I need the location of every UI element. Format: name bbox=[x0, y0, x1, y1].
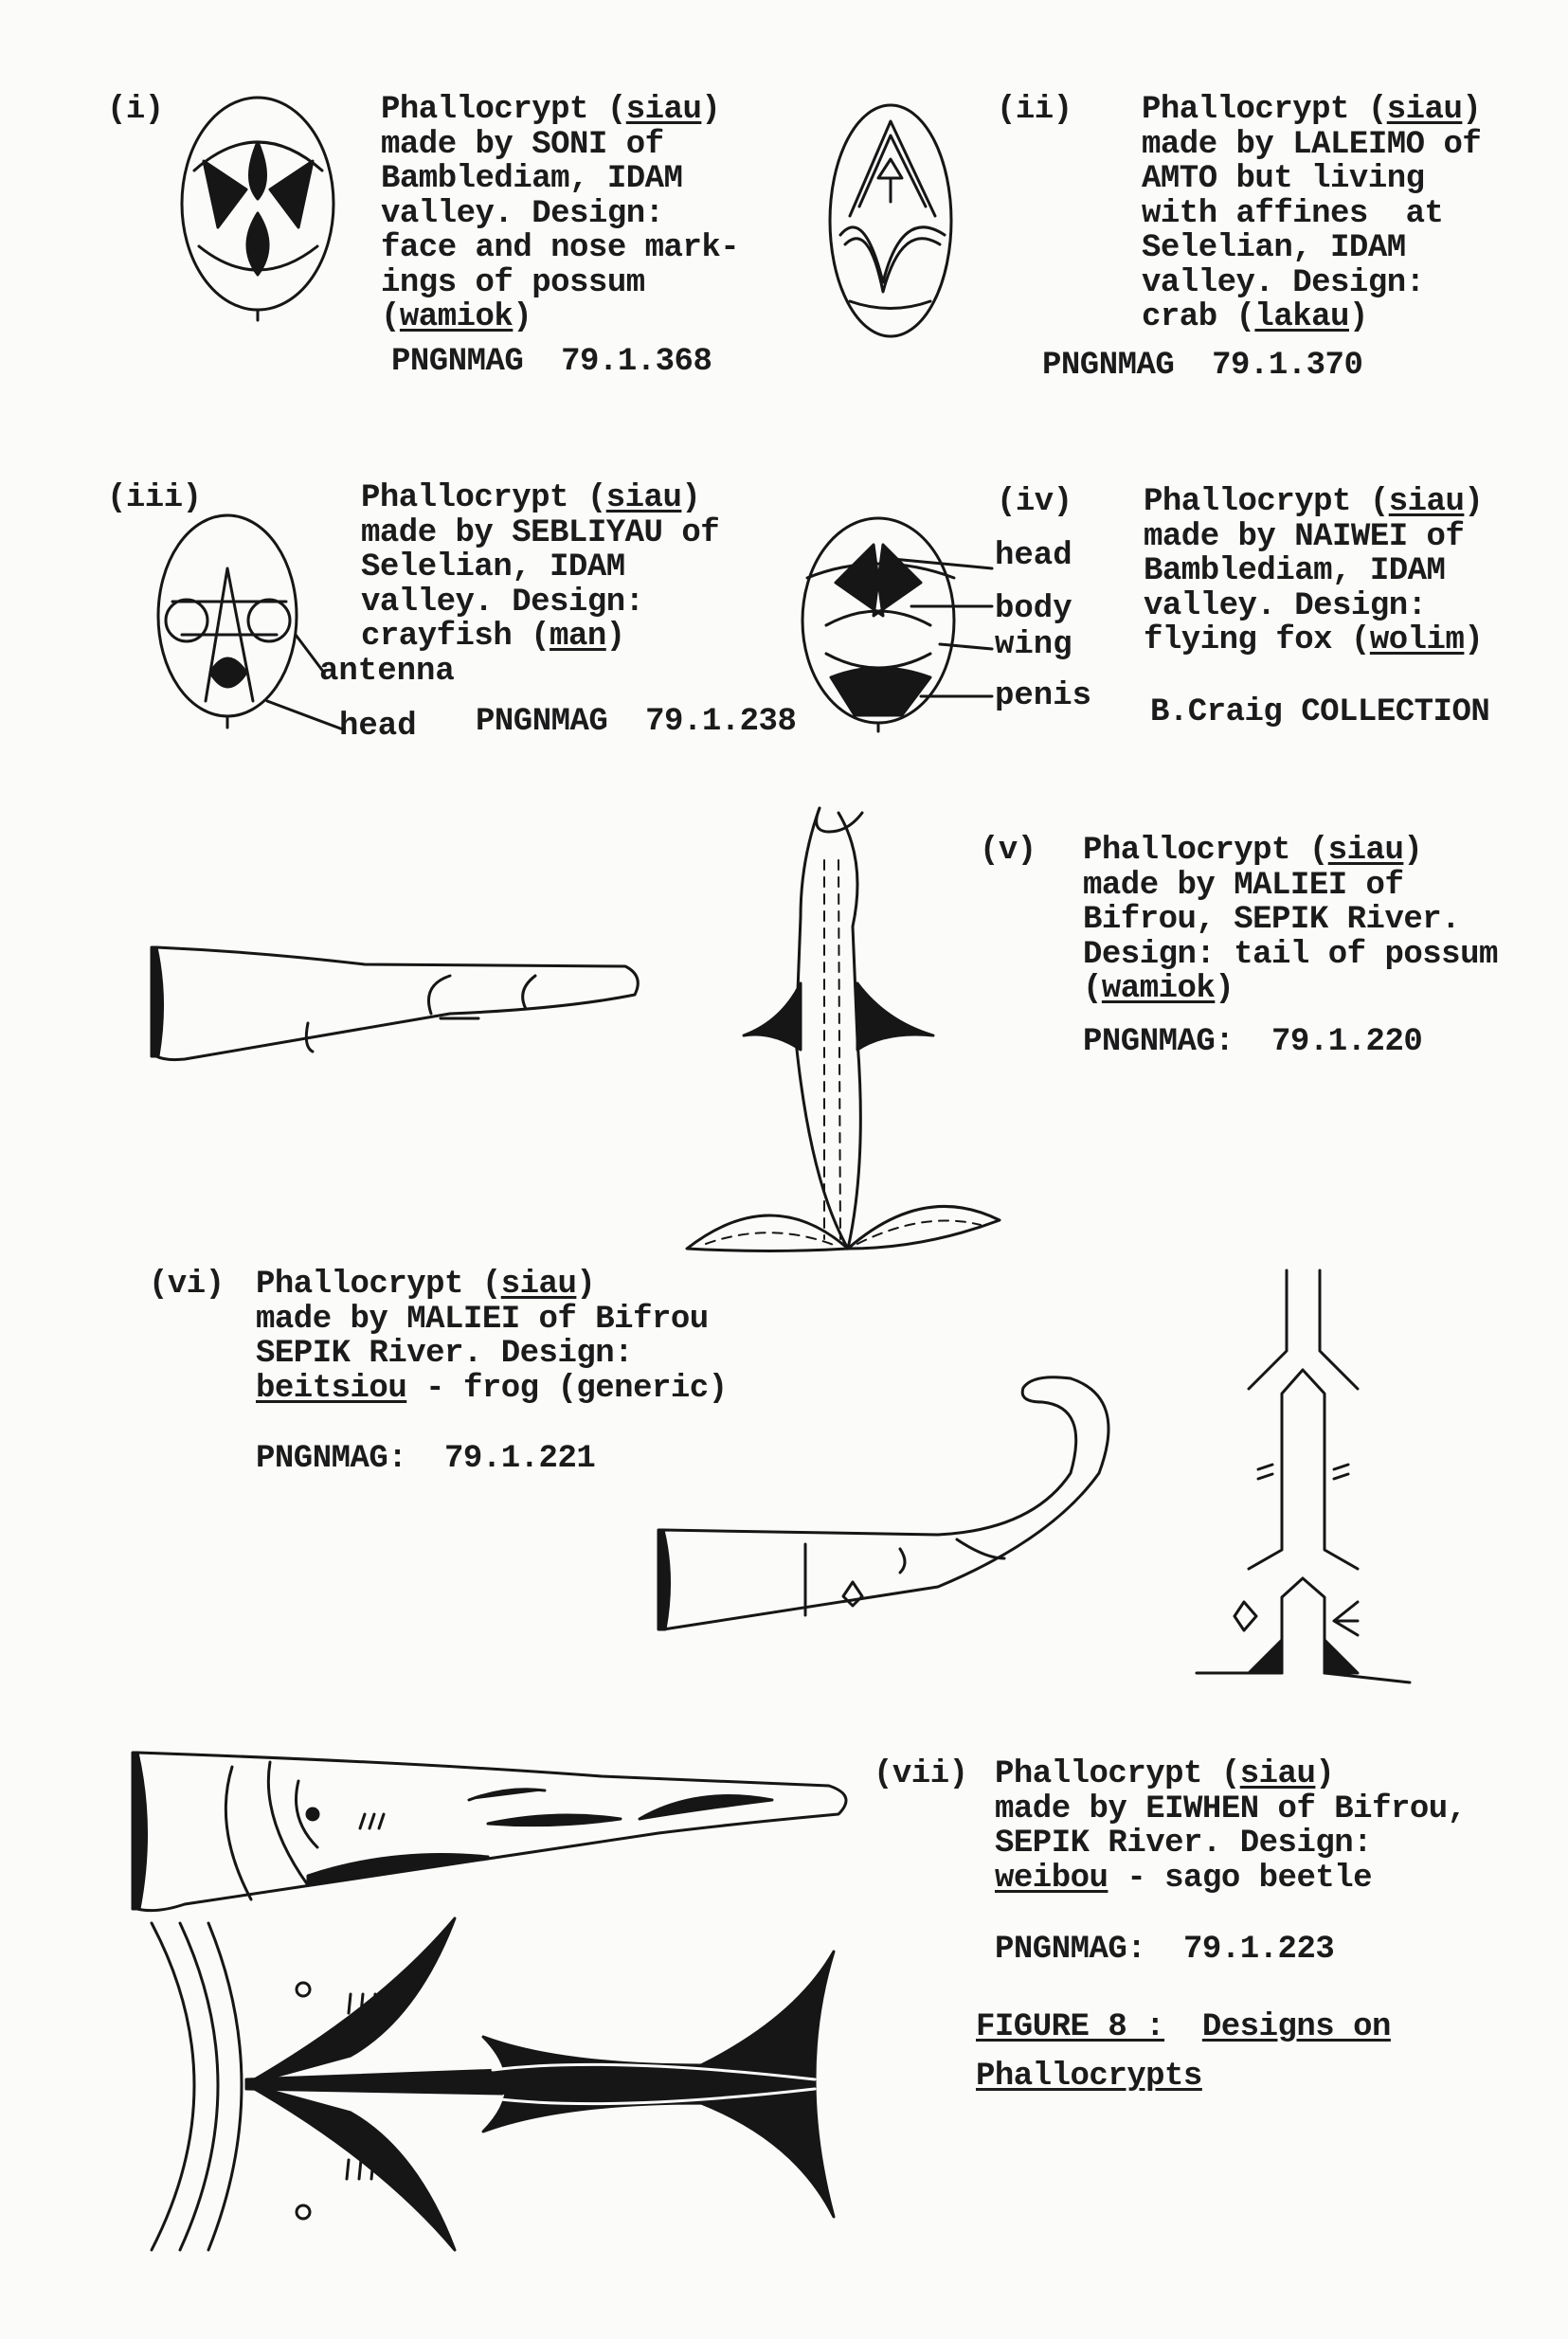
entry-numeral-vii: (vii) bbox=[874, 1756, 968, 1792]
underlined-term: siau bbox=[1388, 484, 1465, 520]
description-line bbox=[256, 1303, 728, 1338]
description-line bbox=[1144, 589, 1483, 624]
label-body: body bbox=[995, 591, 1072, 627]
label-penis: penis bbox=[995, 678, 1092, 714]
description-line bbox=[1083, 834, 1498, 869]
catalogue-number-v: PNGNMAG: 79.1.220 bbox=[1083, 1024, 1423, 1060]
text-segment: Phallocrypt ( bbox=[1144, 484, 1389, 520]
text-segment: ) bbox=[513, 299, 532, 335]
description-line bbox=[1142, 300, 1481, 335]
entry-description-v bbox=[1083, 834, 1498, 1007]
phallocrypt-drawing-vi-side bbox=[654, 1369, 1123, 1639]
description-line bbox=[381, 266, 739, 301]
text-segment: ) bbox=[1464, 622, 1484, 658]
underlined-term: siau bbox=[1386, 92, 1463, 128]
catalogue-number-iii: PNGNMAG 79.1.238 bbox=[476, 704, 797, 740]
description-line bbox=[1144, 623, 1483, 658]
text-segment: Design: tail of possum bbox=[1083, 936, 1498, 973]
label-wing: wing bbox=[995, 627, 1072, 663]
underlined-term: wolim bbox=[1369, 622, 1465, 658]
entry-numeral-ii: (ii) bbox=[997, 92, 1072, 128]
text-segment: Bamblediam, IDAM bbox=[1144, 553, 1446, 589]
text-segment: Phallocrypt ( bbox=[1142, 92, 1387, 128]
entry-description-i bbox=[381, 93, 739, 335]
text-segment: flying fox ( bbox=[1144, 622, 1370, 658]
text-segment: Bifrou, SEPIK River. bbox=[1083, 902, 1461, 938]
catalogue-number-i: PNGNMAG 79.1.368 bbox=[391, 344, 712, 380]
underlined-term: man bbox=[550, 619, 606, 655]
description-line bbox=[381, 300, 739, 335]
catalogue-number-iv: B.Craig COLLECTION bbox=[1150, 694, 1490, 730]
entry-description-vii bbox=[995, 1757, 1467, 1896]
underlined-term: siau bbox=[500, 1267, 577, 1303]
description-line bbox=[1083, 903, 1498, 938]
text-segment: Phallocrypt ( bbox=[995, 1756, 1240, 1792]
text-segment: ( bbox=[381, 299, 400, 335]
description-line bbox=[1083, 972, 1498, 1007]
label-head: head bbox=[339, 709, 417, 745]
text-segment: made by LALEIMO of bbox=[1142, 126, 1482, 163]
description-line bbox=[256, 1337, 728, 1372]
text-segment: made by MALIEI of Bifrou bbox=[256, 1301, 709, 1338]
text-segment: made by NAIWEI of bbox=[1144, 518, 1465, 555]
description-line bbox=[1142, 197, 1481, 232]
text-segment: SEPIK River. Design: bbox=[256, 1336, 634, 1372]
text-segment: Selelian, IDAM bbox=[1142, 230, 1406, 266]
text-segment: ) bbox=[1315, 1756, 1335, 1792]
description-line bbox=[361, 620, 719, 655]
text-segment: crab ( bbox=[1142, 299, 1255, 335]
phallocrypt-drawing-vii-design bbox=[133, 1914, 843, 2259]
label-head: head bbox=[995, 538, 1072, 574]
underlined-term: wamiok bbox=[1101, 971, 1216, 1007]
catalogue-number-ii: PNGNMAG 79.1.370 bbox=[1042, 348, 1363, 384]
underlined-term: wamiok bbox=[399, 299, 514, 335]
text-segment: - frog (generic) bbox=[406, 1370, 728, 1407]
text-segment: Phallocrypt ( bbox=[381, 92, 626, 128]
text-segment: ) bbox=[701, 92, 721, 128]
underlined-term: siau bbox=[1327, 833, 1404, 869]
entry-numeral-v: (v) bbox=[980, 833, 1036, 869]
entry-numeral-iv: (iv) bbox=[997, 484, 1072, 520]
underlined-term: beitsiou bbox=[256, 1370, 407, 1407]
text-segment bbox=[1164, 2009, 1202, 2045]
text-segment: - sago beetle bbox=[1108, 1860, 1373, 1897]
text-segment: ) bbox=[1403, 833, 1423, 869]
description-line bbox=[995, 1792, 1467, 1827]
entry-description-ii bbox=[1142, 93, 1481, 335]
text-segment: valley. Design: bbox=[381, 195, 664, 232]
description-line bbox=[1142, 128, 1481, 163]
description-line bbox=[1144, 485, 1483, 520]
underlined-term: Designs on bbox=[1201, 2009, 1391, 2045]
description-line bbox=[381, 162, 739, 197]
description-line bbox=[1142, 266, 1481, 301]
phallocrypt-drawing-iv bbox=[798, 512, 964, 734]
description-line bbox=[361, 481, 719, 516]
text-segment: crayfish ( bbox=[361, 619, 550, 655]
description-line bbox=[361, 550, 719, 585]
description-line bbox=[381, 231, 739, 266]
description-line bbox=[1142, 93, 1481, 128]
phallocrypt-drawing-vii-side bbox=[128, 1743, 857, 1914]
phallocrypt-drawing-i bbox=[175, 95, 341, 327]
entry-description-iii bbox=[361, 481, 719, 655]
description-line bbox=[995, 1757, 1467, 1792]
text-segment: Phallocrypt ( bbox=[256, 1267, 501, 1303]
text-segment: SEPIK River. Design: bbox=[995, 1826, 1373, 1862]
figure-caption-line-1 bbox=[976, 2008, 1391, 2046]
text-segment: face and nose mark- bbox=[381, 230, 740, 266]
phallocrypt-drawing-v-side bbox=[147, 938, 644, 1066]
description-line bbox=[256, 1268, 728, 1303]
entry-numeral-vi: (vi) bbox=[149, 1267, 225, 1303]
phallocrypt-drawing-ii bbox=[826, 102, 959, 347]
phallocrypt-drawing-vi-design bbox=[1192, 1266, 1415, 1692]
text-segment: ) bbox=[1464, 484, 1484, 520]
text-segment: made by SEBLIYAU of bbox=[361, 514, 720, 551]
underlined-term: lakau bbox=[1254, 299, 1349, 335]
text-segment: Bamblediam, IDAM bbox=[381, 161, 683, 197]
description-line bbox=[1083, 869, 1498, 904]
entry-numeral-i: (i) bbox=[107, 92, 164, 128]
text-segment: valley. Design: bbox=[1142, 264, 1425, 301]
phallocrypt-drawing-iii bbox=[153, 512, 305, 731]
text-segment: AMTO but living bbox=[1142, 161, 1425, 197]
underlined-term: siau bbox=[1239, 1756, 1316, 1792]
entry-description-iv bbox=[1144, 485, 1483, 658]
text-segment: ) bbox=[576, 1267, 596, 1303]
figure-caption-line-2 bbox=[976, 2058, 1202, 2096]
description-line bbox=[1142, 162, 1481, 197]
catalogue-number-vii: PNGNMAG: 79.1.223 bbox=[995, 1932, 1335, 1968]
label-antenna: antenna bbox=[319, 654, 455, 690]
text-segment: valley. Design: bbox=[1144, 587, 1427, 624]
description-line bbox=[995, 1826, 1467, 1862]
text-segment: made by EIWHEN of Bifrou, bbox=[995, 1790, 1467, 1827]
description-line bbox=[361, 585, 719, 621]
text-segment: ings of possum bbox=[381, 264, 645, 301]
text-segment: Phallocrypt ( bbox=[1083, 833, 1328, 869]
catalogue-number-vi: PNGNMAG: 79.1.221 bbox=[256, 1441, 596, 1477]
text-segment: ) bbox=[1348, 299, 1368, 335]
underlined-term: FIGURE 8 : bbox=[976, 2009, 1165, 2045]
text-segment: ( bbox=[1083, 971, 1102, 1007]
text-segment: Phallocrypt ( bbox=[361, 480, 606, 516]
text-segment: ) bbox=[1215, 971, 1235, 1007]
text-segment: with affines at bbox=[1142, 195, 1444, 232]
text-segment: ) bbox=[681, 480, 701, 516]
description-line bbox=[381, 93, 739, 128]
underlined-term: siau bbox=[625, 92, 702, 128]
description-line bbox=[1083, 938, 1498, 973]
phallocrypt-drawing-v-design bbox=[677, 803, 1004, 1258]
description-line bbox=[995, 1862, 1467, 1897]
description-line bbox=[1144, 554, 1483, 589]
text-segment: made by SONI of bbox=[381, 126, 664, 163]
underlined-term: siau bbox=[605, 480, 682, 516]
description-line bbox=[361, 516, 719, 551]
underlined-term: weibou bbox=[995, 1860, 1108, 1897]
text-segment: ) bbox=[1462, 92, 1482, 128]
description-line bbox=[381, 128, 739, 163]
text-segment: made by MALIEI of bbox=[1083, 867, 1404, 904]
description-line bbox=[381, 197, 739, 232]
description-line bbox=[1142, 231, 1481, 266]
text-segment: ) bbox=[605, 619, 625, 655]
text-segment: valley. Design: bbox=[361, 584, 644, 621]
underlined-term: Phallocrypts bbox=[976, 2059, 1202, 2095]
entry-numeral-iii: (iii) bbox=[107, 480, 202, 516]
text-segment: Selelian, IDAM bbox=[361, 549, 625, 585]
description-line bbox=[1144, 520, 1483, 555]
